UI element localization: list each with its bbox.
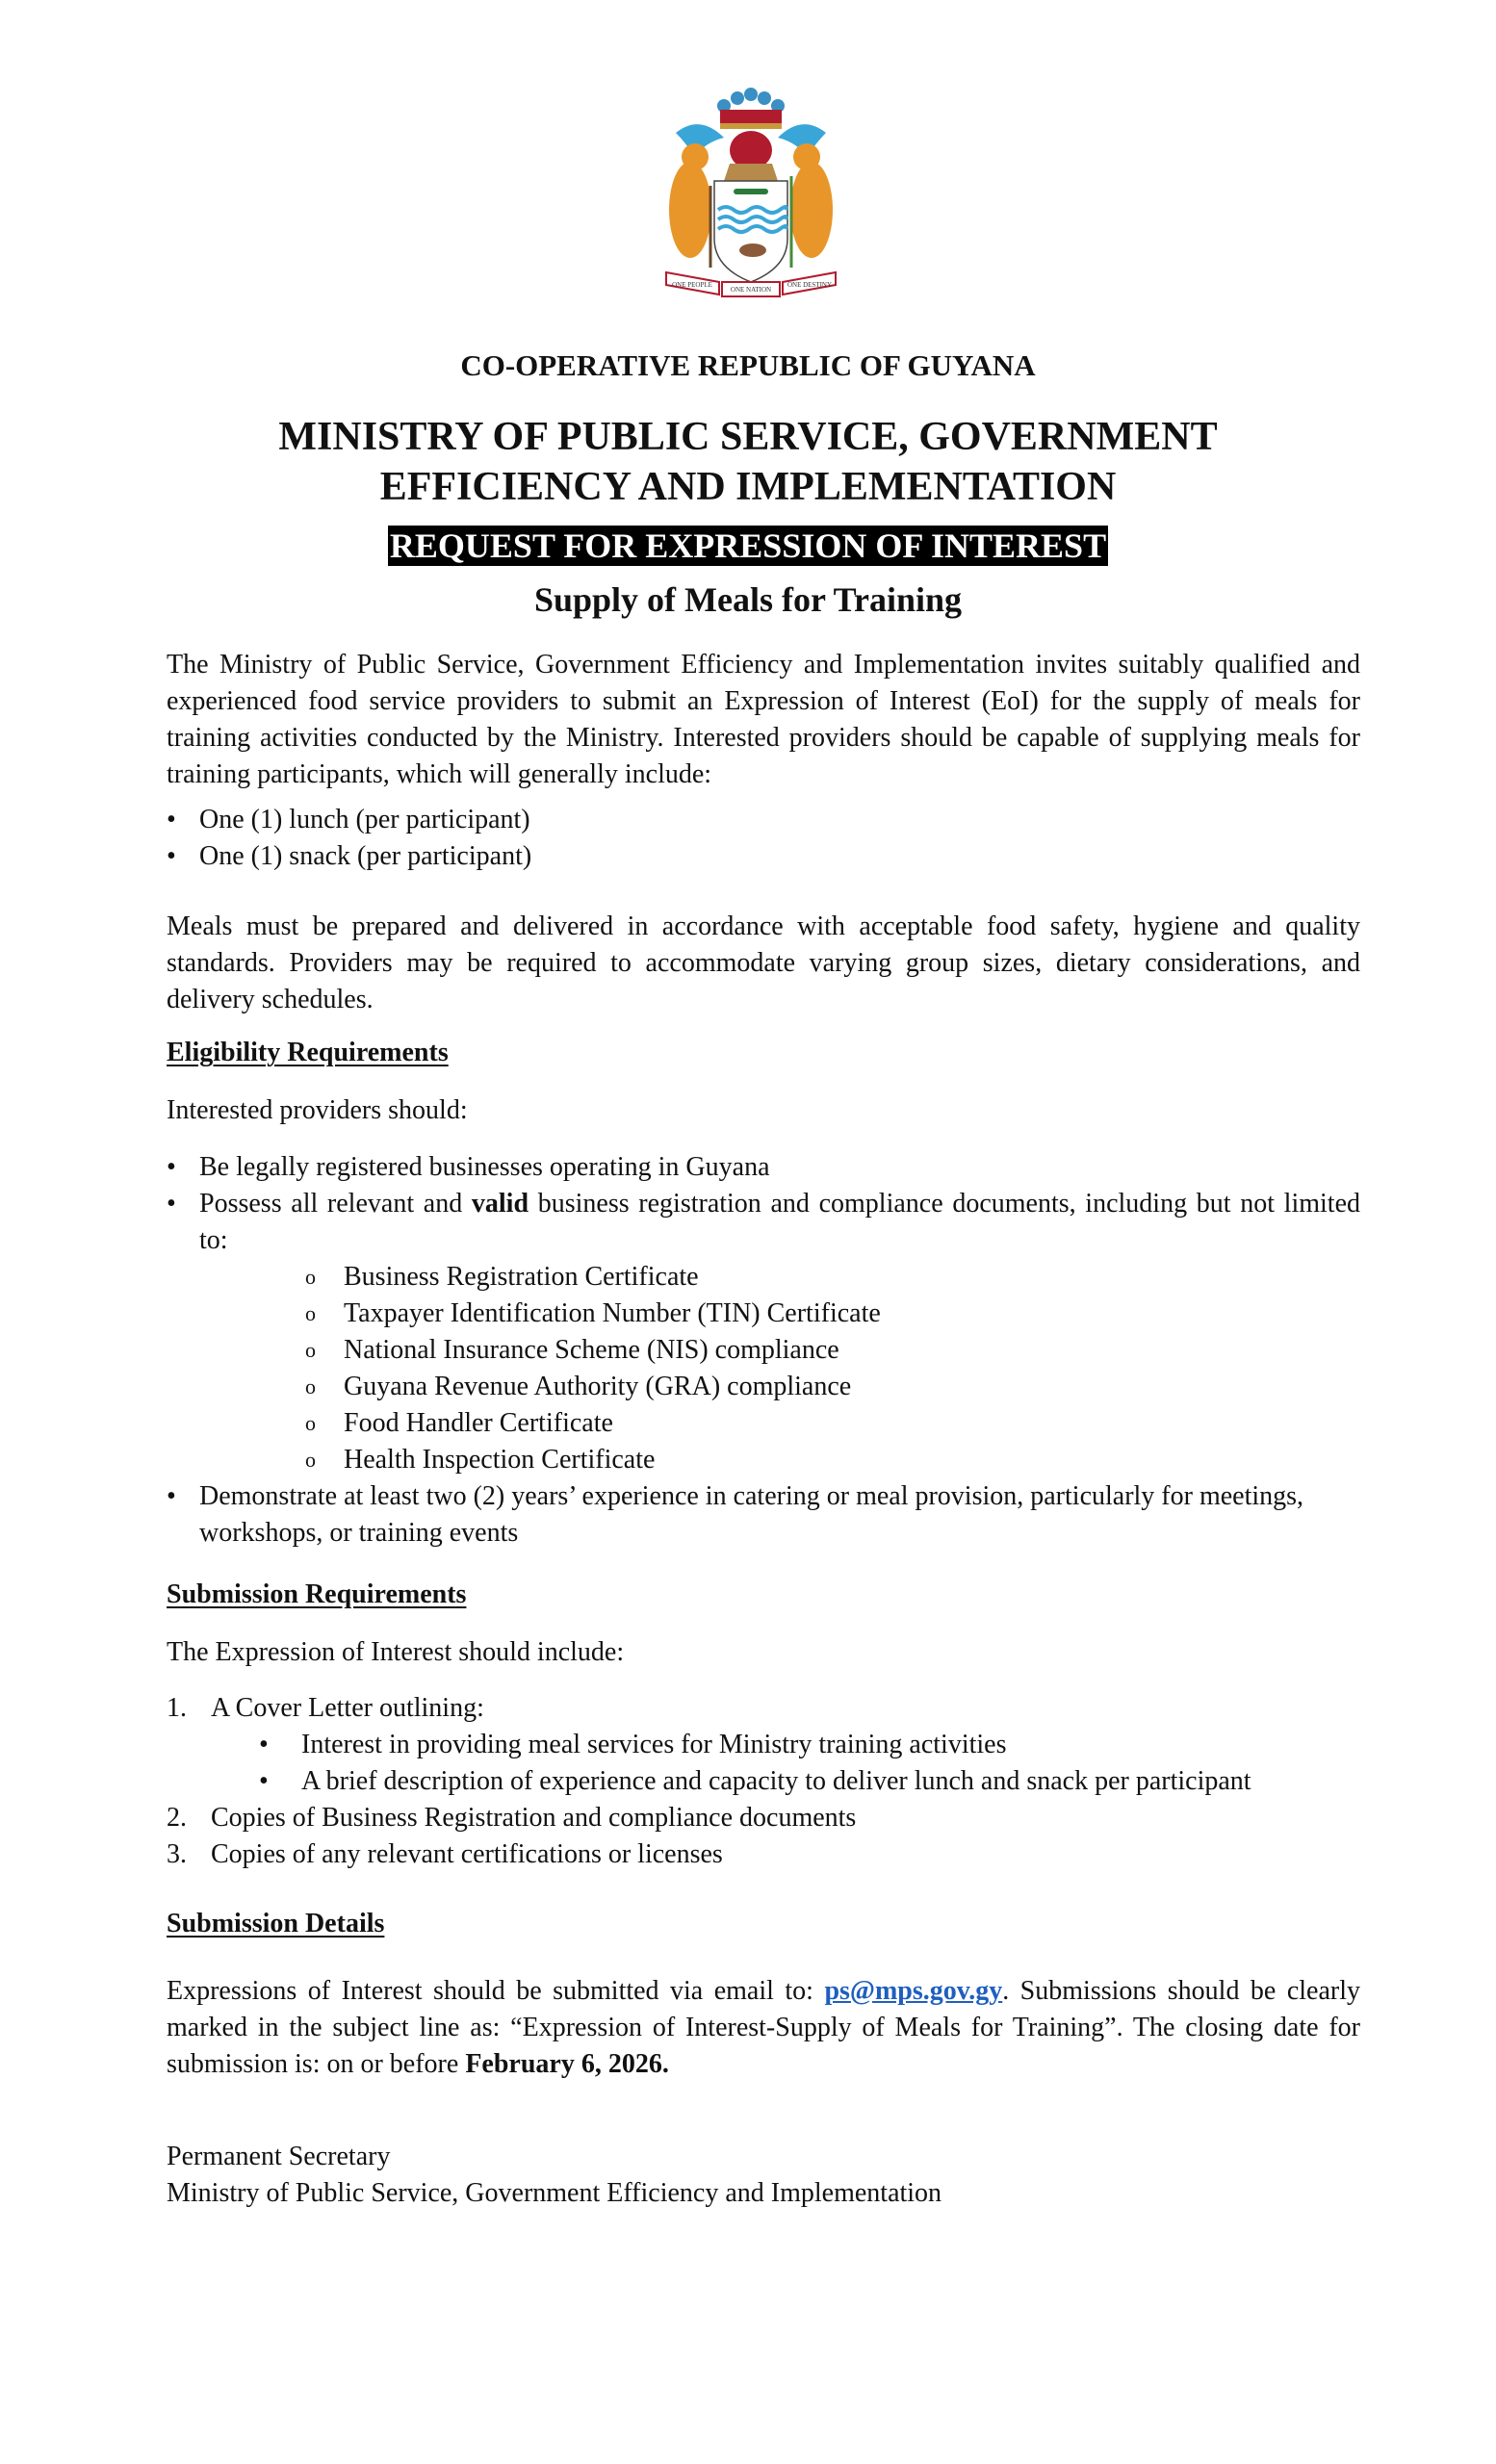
svg-text:ONE DESTINY: ONE DESTINY (787, 281, 833, 289)
list-item: • A brief description of experience and capacity to deliver lunch and snack per participant (167, 1763, 1360, 1800)
jaguar-left-icon (669, 143, 711, 258)
ministry-title-line1: MINISTRY OF PUBLIC SERVICE, GOVERNMENT (278, 415, 1218, 459)
standards-paragraph: Meals must be prepared and delivered in accordance with acceptable food safety, hygiene and quality standards. Providers may be required to accommodate varying group sizes, dietary considerations, and delivery schedules. (167, 911, 1360, 1014)
circle-bullet-icon: o (305, 1448, 316, 1472)
list-item: • One (1) lunch (per participant) (167, 802, 1360, 838)
list-item: • Possess all relevant and valid business registration and compliance documents, including but not limited to: (167, 1186, 1360, 1259)
list-item: o Health Inspection Certificate (167, 1442, 1360, 1478)
list-item: • Be legally registered businesses operating in Guyana (167, 1149, 1360, 1186)
list-item: o Business Registration Certificate (167, 1259, 1360, 1296)
circle-bullet-icon: o (305, 1411, 316, 1435)
eligibility-list (167, 1149, 1360, 1552)
circle-bullet-icon: o (305, 1338, 316, 1362)
eligibility-lead: Interested providers should: (167, 1095, 468, 1125)
coat-of-arms (647, 85, 855, 298)
list-item: • Interest in providing meal services for Ministry training activities (167, 1727, 1360, 1763)
notice-subject: Supply of Meals for Training (533, 580, 963, 619)
closing-date: February 6, 2026. (465, 2049, 669, 2079)
circle-bullet-icon: o (305, 1265, 316, 1289)
ministry-title-line2: EFFICIENCY AND IMPLEMENTATION (379, 465, 1117, 509)
bullet-icon: • (259, 1730, 269, 1759)
submission-requirements-lead: The Expression of Interest should include: (167, 1637, 625, 1667)
cover-letter-points (167, 1727, 1360, 1800)
list-item: o Guyana Revenue Authority (GRA) compliance (167, 1369, 1360, 1405)
ministry-title (0, 412, 1496, 512)
eligibility-heading: Eligibility Requirements (167, 1038, 449, 1067)
submission-requirements-heading: Submission Requirements (167, 1579, 467, 1609)
circle-bullet-icon: o (305, 1374, 316, 1399)
notice-type-banner (0, 526, 1496, 566)
list-item: 2. Copies of Business Registration and compliance documents (167, 1803, 857, 1833)
list-item: 3. Copies of any relevant certifications or licenses (167, 1839, 723, 1869)
jaguar-right-icon (790, 143, 833, 258)
bullet-icon: • (259, 1766, 269, 1796)
signature-organization: Ministry of Public Service, Government Efficiency and Implementation (167, 2178, 942, 2208)
circle-bullet-icon: o (305, 1301, 316, 1325)
country-title: CO-OPERATIVE REPUBLIC OF GUYANA (460, 348, 1036, 382)
list-item: • One (1) snack (per participant) (167, 838, 1360, 875)
bullet-icon: • (167, 841, 176, 871)
list-item: o Taxpayer Identification Number (TIN) Certificate (167, 1296, 1360, 1332)
bullet-icon: • (167, 805, 176, 834)
bullet-icon: • (167, 1481, 176, 1511)
headdress-icon (717, 88, 785, 129)
list-item: • Demonstrate at least two (2) years’ experience in catering or meal provision, particularly for meetings, workshops, or training events (167, 1478, 1360, 1552)
list-item: o National Insurance Scheme (NIS) compliance (167, 1332, 1360, 1369)
meals-list (167, 802, 1360, 875)
bullet-icon: • (167, 1189, 176, 1219)
svg-text:ONE NATION: ONE NATION (730, 286, 772, 294)
bullet-icon: • (167, 1152, 176, 1182)
submission-details-heading: Submission Details (167, 1909, 385, 1938)
submission-requirements-list (167, 1690, 1360, 1873)
intro-paragraph: The Ministry of Public Service, Government Efficiency and Implementation invites suitably qualified and experienced food service providers to submit an Expression of Interest (EoI) for the supply of meals for training activities conducted by the Ministry. Interested providers should be capable of supplying meals for training participants, which will generally include: (167, 650, 1360, 789)
signature-title: Permanent Secretary (167, 2142, 391, 2171)
svg-text:ONE PEOPLE: ONE PEOPLE (672, 281, 712, 289)
documents-list (167, 1259, 1360, 1478)
submission-details-paragraph: Expressions of Interest should be submitted via email to: ps@mps.gov.gy. Submissions should be clearly marked in the subject line as: “Expression of Interest-Supply of Meals for Training”. The closing date for submission is: on or before February 6, 2026. (167, 1976, 1360, 2079)
notice-type-label: REQUEST FOR EXPRESSION OF INTEREST (389, 526, 1107, 565)
list-item: 1. A Cover Letter outlining: (167, 1693, 484, 1723)
signature-block (167, 2139, 1360, 2212)
list-item: o Food Handler Certificate (167, 1405, 1360, 1442)
coat-of-arms-of-guyana-icon (647, 85, 855, 298)
email-link[interactable]: ps@mps.gov.gy (824, 1976, 1003, 2006)
